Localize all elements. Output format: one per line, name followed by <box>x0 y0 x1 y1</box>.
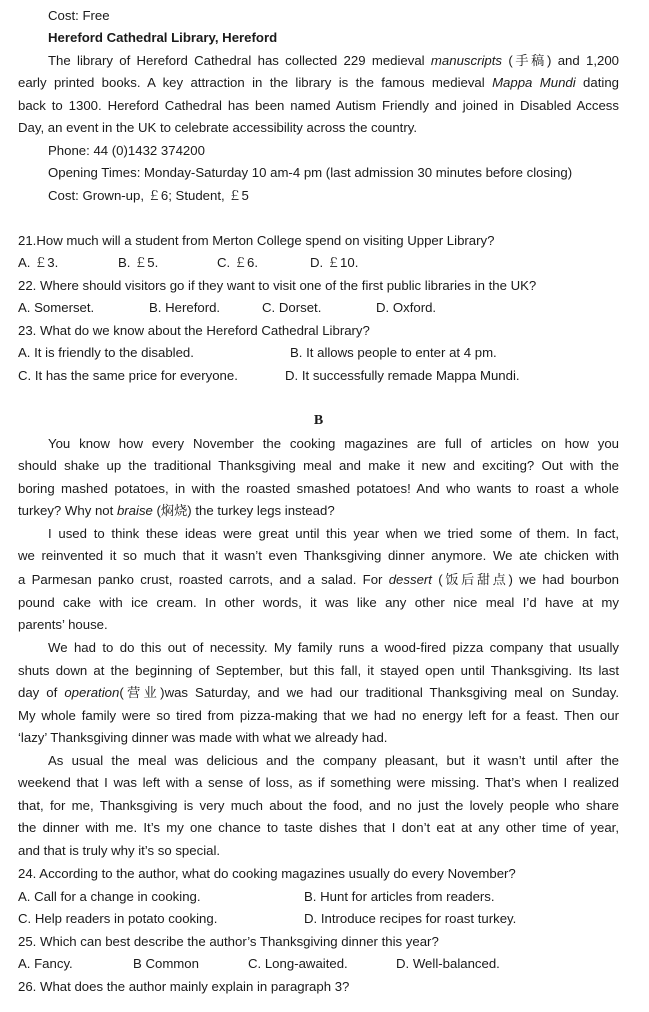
para-line: back to 1300. Hereford Cathedral has been named Autism Friendly and joined in Disabled Access <box>18 98 619 113</box>
answer-option: A. Fancy. <box>18 956 73 971</box>
phone-line: Phone: 44 (0)1432 374200 <box>48 143 205 158</box>
question-stem: 23. What do we know about the Hereford Cathedral Library? <box>18 323 370 338</box>
answer-option: A. ￡3. <box>18 255 59 270</box>
passage-line: a Parmesan panko crust, roasted carrots, and a salad. For dessert (饭后甜点) we had bourbon <box>18 572 619 587</box>
italic-term: operation <box>64 685 120 700</box>
italic-term: manuscripts <box>430 53 503 68</box>
answer-option: D. ￡10. <box>310 255 359 270</box>
answer-option: C. Help readers in potato cooking. <box>18 911 218 926</box>
passage-line: ‘lazy’ Thanksgiving dinner was made with what we already had. <box>18 730 388 745</box>
answer-option: D. It successfully remade Mappa Mundi. <box>285 368 520 383</box>
question-stem: 25. Which can best describe the author’s Thanksgiving dinner this year? <box>18 934 439 949</box>
passage-line: As usual the meal was delicious and the company pleasant, but it wasn’t until after the <box>48 753 619 768</box>
cost-line: Cost: Grown-up, ￡6; Student, ￡5 <box>48 188 249 203</box>
answer-option: C. It has the same price for everyone. <box>18 368 238 383</box>
passage-line: You know how every November the cooking magazines are full of articles on how you <box>48 436 619 451</box>
hours-line: Opening Times: Monday-Saturday 10 am-4 pm (last admission 30 minutes before closing) <box>48 165 573 180</box>
passage-line: we reinvented it so much that it wasn’t even Thanksgiving dinner anymore. We ate chicken with <box>18 548 619 563</box>
passage-line: should shake up the traditional Thanksgiving meal and make it new and exciting? Out with the <box>18 458 619 473</box>
question-stem: 24. According to the author, what do cooking magazines usually do every November? <box>18 866 516 881</box>
answer-option: A. Somerset. <box>18 300 95 315</box>
passage-line: weekend that I was left with a sense of loss, as if something were missing. That’s when I realized <box>18 775 619 790</box>
answer-option: D. Well-balanced. <box>396 956 500 971</box>
passage-line: boring mashed potatoes, in with the roasted smashed potatoes! And who wants to roast a whole <box>18 481 619 496</box>
question-stem: 21.How much will a student from Merton College spend on visiting Upper Library? <box>18 233 495 248</box>
answer-option: A. Call for a change in cooking. <box>18 889 201 904</box>
answer-option: D. Oxford. <box>376 300 437 315</box>
answer-option: B. It allows people to enter at 4 pm. <box>290 345 497 360</box>
passage-line: pound cake with ice cream. In other words, it was like any other nice meal I’d have at my <box>18 595 619 610</box>
answer-option: B. Hereford. <box>149 300 221 315</box>
answer-option: A. It is friendly to the disabled. <box>18 345 194 360</box>
answer-option: B. ￡5. <box>118 255 159 270</box>
passage-line: parents’ house. <box>18 617 108 632</box>
answer-option: B Common <box>133 956 199 971</box>
passage-line: We had to do this out of necessity. My family runs a wood-fired pizza company that usually <box>48 640 619 655</box>
passage-line: the dinner with me. It’s my one chance to taste dishes that I don’t eat at any other time of year, <box>18 820 619 835</box>
answer-option: D. Introduce recipes for roast turkey. <box>304 911 517 926</box>
question-stem: 22. Where should visitors go if they want to visit one of the first public libraries in the UK? <box>18 278 537 293</box>
para-line: The library of Hereford Cathedral has collected 229 medieval manuscripts (手稿) and 1,200 <box>48 53 619 68</box>
italic-term: braise <box>116 503 153 518</box>
para-line: Day, an event in the UK to celebrate accessibility across the country. <box>18 120 417 135</box>
passage-line: day of operation(营业)was Saturday, and we had our traditional Thanksgiving meal on Sunday. <box>18 685 619 700</box>
section-label: B <box>313 413 324 428</box>
italic-term: Mappa Mundi <box>492 75 576 90</box>
answer-option: C. ￡6. <box>217 255 259 270</box>
passage-line: I used to think these ideas were great until this year when we tried some of them. In fact, <box>48 526 619 541</box>
passage-line: and that is truly why it’s so special. <box>18 843 221 858</box>
answer-option: B. Hunt for articles from readers. <box>304 889 495 904</box>
answer-option: C. Dorset. <box>262 300 322 315</box>
passage-line: My whole family were so tired from pizza-making that we had no energy left for a feast. Then our <box>18 708 619 723</box>
question-stem: 26. What does the author mainly explain in paragraph 3? <box>18 979 350 994</box>
para-line: early printed books. A key attraction in the library is the famous medieval Mappa Mundi dating <box>18 75 619 90</box>
cost-free-line: Cost: Free <box>48 8 110 23</box>
passage-line: turkey? Why not braise (焖烧) the turkey legs instead? <box>18 503 335 518</box>
passage-line: that, for me, Thanksgiving is very much about the food, and no just the lovely people who share <box>18 798 619 813</box>
answer-option: C. Long-awaited. <box>248 956 348 971</box>
library-heading: Hereford Cathedral Library, Hereford <box>48 30 278 45</box>
passage-line: shuts down at the beginning of September, but this fall, it stayed open until Thanksgiving. Its last <box>18 663 619 678</box>
italic-term: dessert <box>388 572 432 587</box>
